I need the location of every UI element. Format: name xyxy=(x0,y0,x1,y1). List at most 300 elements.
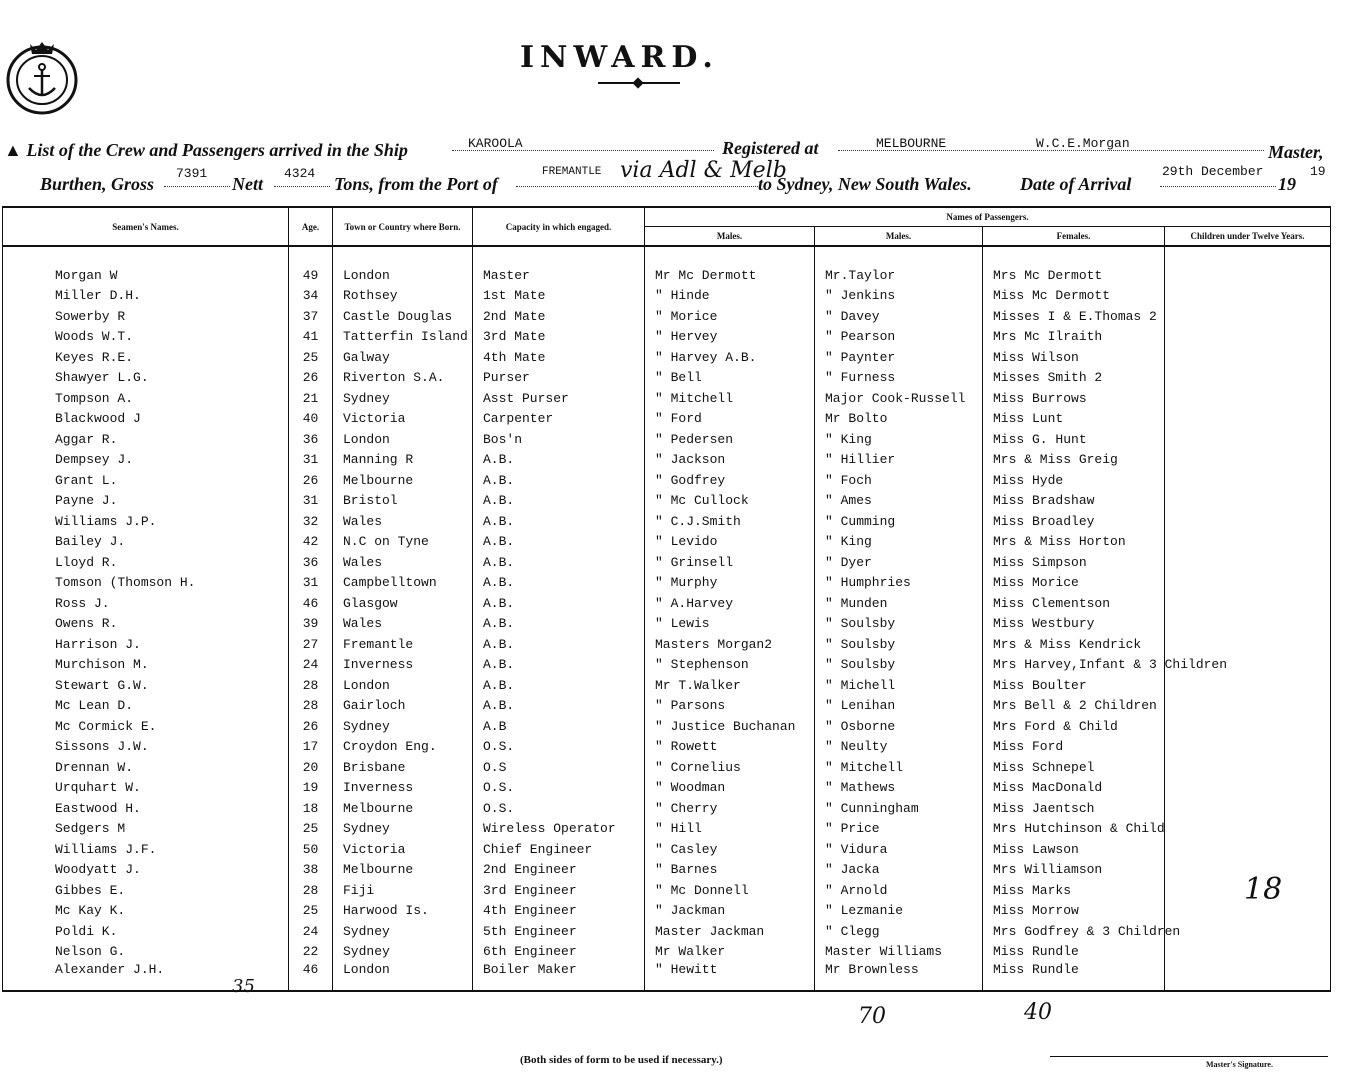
passenger-female: Mrs & Miss Horton xyxy=(983,532,1165,553)
passenger-female: Miss Rundle xyxy=(983,962,1165,991)
passenger-child xyxy=(1165,614,1331,635)
age: 42 xyxy=(289,532,333,553)
passenger-male-2: " Neulty xyxy=(815,737,983,758)
age: 21 xyxy=(289,388,333,409)
seaman-name: Tompson A. xyxy=(3,388,289,409)
passenger-child xyxy=(1165,286,1331,307)
age: 46 xyxy=(289,593,333,614)
passenger-male-1: " Morice xyxy=(645,306,815,327)
passenger-male-2: " Cumming xyxy=(815,511,983,532)
passenger-male-2: " King xyxy=(815,429,983,450)
seaman-name: Drennan W. xyxy=(3,757,289,778)
passenger-female: Miss Marks xyxy=(983,880,1165,901)
table-row xyxy=(3,286,1331,307)
passenger-male-2: " Mitchell xyxy=(815,757,983,778)
age: 17 xyxy=(289,737,333,758)
passenger-child xyxy=(1165,675,1331,696)
table-row xyxy=(3,716,1331,737)
seaman-name: Mc Cormick E. xyxy=(3,716,289,737)
passenger-male-1: " Jackson xyxy=(645,450,815,471)
table-row xyxy=(3,860,1331,881)
passenger-female: Mrs Mc Dermott xyxy=(983,265,1165,286)
passenger-child xyxy=(1165,511,1331,532)
passenger-female: Miss Ford xyxy=(983,737,1165,758)
passenger-child xyxy=(1165,265,1331,286)
col-age: Age. xyxy=(289,207,333,246)
table-row xyxy=(3,593,1331,614)
town-born: Riverton S.A. xyxy=(333,368,473,389)
passenger-male-1: " Mc Donnell xyxy=(645,880,815,901)
town-born: Inverness xyxy=(333,778,473,799)
town-born: Gairloch xyxy=(333,696,473,717)
passenger-male-2: Mr Brownless xyxy=(815,962,983,991)
passenger-male-2: " Davey xyxy=(815,306,983,327)
seaman-name: Shawyer L.G. xyxy=(3,368,289,389)
capacity: Carpenter xyxy=(473,409,645,430)
age: 46 xyxy=(289,962,333,991)
table-row xyxy=(3,265,1331,286)
seaman-name: Dempsey J. xyxy=(3,450,289,471)
capacity: O.S. xyxy=(473,798,645,819)
passenger-male-2: " Clegg xyxy=(815,921,983,942)
capacity: A.B. xyxy=(473,470,645,491)
passenger-male-2: Master Williams xyxy=(815,942,983,963)
passenger-male-1: " Ford xyxy=(645,409,815,430)
passenger-male-2: Mr.Taylor xyxy=(815,265,983,286)
age: 27 xyxy=(289,634,333,655)
passenger-male-2: " Soulsby xyxy=(815,614,983,635)
capacity: 6th Engineer xyxy=(473,942,645,963)
town-born: London xyxy=(333,962,473,991)
passenger-male-1: " A.Harvey xyxy=(645,593,815,614)
capacity: A.B. xyxy=(473,675,645,696)
capacity: A.B. xyxy=(473,655,645,676)
age: 31 xyxy=(289,491,333,512)
town-born: London xyxy=(333,265,473,286)
passenger-child xyxy=(1165,429,1331,450)
passenger-male-2: " Furness xyxy=(815,368,983,389)
age: 41 xyxy=(289,327,333,348)
gross-line xyxy=(164,186,230,187)
town-born: Glasgow xyxy=(333,593,473,614)
passenger-male-2: " Jacka xyxy=(815,860,983,881)
anchor-seal-icon xyxy=(4,40,80,116)
age: 36 xyxy=(289,552,333,573)
table-row xyxy=(3,327,1331,348)
table-row xyxy=(3,901,1331,922)
passenger-child xyxy=(1165,327,1331,348)
col-passengers: Names of Passengers. xyxy=(645,207,1331,227)
table-row xyxy=(3,388,1331,409)
passenger-male-2: " Humphries xyxy=(815,573,983,594)
town-born: Fremantle xyxy=(333,634,473,655)
passenger-male-2: " Osborne xyxy=(815,716,983,737)
col-females: Females. xyxy=(983,227,1165,247)
passenger-male-1: " Cornelius xyxy=(645,757,815,778)
table-row xyxy=(3,819,1331,840)
age: 31 xyxy=(289,450,333,471)
seaman-name: Poldi K. xyxy=(3,921,289,942)
passenger-male-2: " Vidura xyxy=(815,839,983,860)
seaman-name: Urquhart W. xyxy=(3,778,289,799)
capacity: 4th Engineer xyxy=(473,901,645,922)
tons-from-label: Tons, from the Port of xyxy=(334,174,498,194)
table-row xyxy=(3,655,1331,676)
col-males-2: Males. xyxy=(815,227,983,247)
handwritten-total-3: 40 xyxy=(1024,1000,1052,1025)
registered-port: MELBOURNE xyxy=(876,136,947,151)
capacity: Chief Engineer xyxy=(473,839,645,860)
capacity: Purser xyxy=(473,368,645,389)
town-born: Victoria xyxy=(333,409,473,430)
seaman-name: Murchison M. xyxy=(3,655,289,676)
capacity: O.S xyxy=(473,757,645,778)
seaman-name: Mc Lean D. xyxy=(3,696,289,717)
town-born: Inverness xyxy=(333,655,473,676)
table-row xyxy=(3,347,1331,368)
master-name: W.C.E.Morgan xyxy=(1036,136,1130,151)
seaman-name: Williams J.F. xyxy=(3,839,289,860)
list-of-crew-label: ▲ List of the Crew and Passengers arrived in the Ship xyxy=(4,140,408,160)
capacity: O.S. xyxy=(473,737,645,758)
capacity: A.B. xyxy=(473,573,645,594)
table-row xyxy=(3,757,1331,778)
capacity: Wireless Operator xyxy=(473,819,645,840)
capacity: A.B xyxy=(473,716,645,737)
town-born: Wales xyxy=(333,552,473,573)
age: 24 xyxy=(289,921,333,942)
passenger-male-2: " Munden xyxy=(815,593,983,614)
passenger-male-2: " King xyxy=(815,532,983,553)
seaman-name: Aggar R. xyxy=(3,429,289,450)
seaman-name: Payne J. xyxy=(3,491,289,512)
passenger-male-2: " Cunningham xyxy=(815,798,983,819)
handwritten-total-1: 35 xyxy=(232,976,255,997)
age: 39 xyxy=(289,614,333,635)
col-capacity: Capacity in which engaged. xyxy=(473,207,645,246)
passenger-male-2: " Soulsby xyxy=(815,634,983,655)
town-born: Melbourne xyxy=(333,470,473,491)
passenger-male-1: " Mc Cullock xyxy=(645,491,815,512)
passenger-male-1: Mr Mc Dermott xyxy=(645,265,815,286)
nett-tonnage: 4324 xyxy=(284,166,316,181)
passenger-child xyxy=(1165,962,1331,991)
passenger-child xyxy=(1165,696,1331,717)
capacity: O.S. xyxy=(473,778,645,799)
town-born: Wales xyxy=(333,511,473,532)
passenger-female: Misses I & E.Thomas 2 xyxy=(983,306,1165,327)
passenger-female: Miss Lunt xyxy=(983,409,1165,430)
handwritten-count: 18 xyxy=(1244,872,1283,907)
form-title: INWARD. xyxy=(520,40,719,75)
passenger-child xyxy=(1165,532,1331,553)
table-row xyxy=(3,839,1331,860)
age: 18 xyxy=(289,798,333,819)
capacity: A.B. xyxy=(473,450,645,471)
passenger-male-2: " Lezmanie xyxy=(815,901,983,922)
passenger-male-1: " Woodman xyxy=(645,778,815,799)
town-born: N.C on Tyne xyxy=(333,532,473,553)
burthen-label: Burthen, Gross xyxy=(40,174,155,194)
seaman-name: Nelson G. xyxy=(3,942,289,963)
town-born: Harwood Is. xyxy=(333,901,473,922)
seaman-name: Gibbes E. xyxy=(3,880,289,901)
town-born: Rothsey xyxy=(333,286,473,307)
age: 49 xyxy=(289,265,333,286)
passenger-male-2: " Foch xyxy=(815,470,983,491)
town-born: Manning R xyxy=(333,450,473,471)
passenger-female: Miss Burrows xyxy=(983,388,1165,409)
arrival-line xyxy=(1160,186,1276,187)
passenger-child xyxy=(1165,306,1331,327)
col-children: Children under Twelve Years. xyxy=(1165,227,1331,247)
town-born: Castle Douglas xyxy=(333,306,473,327)
town-born: Galway xyxy=(333,347,473,368)
passenger-female: Mrs Mc Ilraith xyxy=(983,327,1165,348)
col-males-1: Males. xyxy=(645,227,815,247)
passenger-male-1: Mr Walker xyxy=(645,942,815,963)
town-born: Fiji xyxy=(333,880,473,901)
port-line xyxy=(516,186,760,187)
passenger-child xyxy=(1165,347,1331,368)
passenger-child xyxy=(1165,491,1331,512)
passenger-female: Mrs Harvey,Infant & 3 Children xyxy=(983,655,1165,676)
handwritten-total-2: 70 xyxy=(858,1004,886,1029)
passenger-child xyxy=(1165,778,1331,799)
passenger-female: Miss Rundle xyxy=(983,942,1165,963)
arrival-date: 29th December xyxy=(1162,164,1264,179)
passenger-male-1: " C.J.Smith xyxy=(645,511,815,532)
table-row xyxy=(3,614,1331,635)
town-born: Campbelltown xyxy=(333,573,473,594)
passenger-child xyxy=(1165,450,1331,471)
passenger-male-1: " Mitchell xyxy=(645,388,815,409)
passenger-male-1: " Barnes xyxy=(645,860,815,881)
table-row xyxy=(3,778,1331,799)
passenger-female: Miss Clementson xyxy=(983,593,1165,614)
passenger-female: Miss Lawson xyxy=(983,839,1165,860)
seaman-name: Sissons J.W. xyxy=(3,737,289,758)
passenger-male-1: " Parsons xyxy=(645,696,815,717)
town-born: Victoria xyxy=(333,839,473,860)
gross-tonnage: 7391 xyxy=(176,166,208,181)
passenger-male-1: " Godfrey xyxy=(645,470,815,491)
town-born: Croydon Eng. xyxy=(333,737,473,758)
passenger-female: Miss Morice xyxy=(983,573,1165,594)
nett-label: Nett xyxy=(232,174,263,194)
table-row xyxy=(3,552,1331,573)
seaman-name: Lloyd R. xyxy=(3,552,289,573)
passenger-male-1: " Grinsell xyxy=(645,552,815,573)
crew-passenger-table xyxy=(2,206,1331,992)
table-row xyxy=(3,798,1331,819)
passenger-female: Miss MacDonald xyxy=(983,778,1165,799)
passenger-female: Mrs Godfrey & 3 Children xyxy=(983,921,1165,942)
passenger-female: Mrs Hutchinson & Child xyxy=(983,819,1165,840)
seaman-name: Keyes R.E. xyxy=(3,347,289,368)
passenger-male-1: " Hinde xyxy=(645,286,815,307)
seaman-name: Harrison J. xyxy=(3,634,289,655)
passenger-male-2: " Lenihan xyxy=(815,696,983,717)
passenger-child xyxy=(1165,634,1331,655)
passenger-male-2: " Dyer xyxy=(815,552,983,573)
passenger-female: Miss Boulter xyxy=(983,675,1165,696)
passenger-male-2: " Jenkins xyxy=(815,286,983,307)
passenger-female: Mrs & Miss Greig xyxy=(983,450,1165,471)
master-label: Master, xyxy=(1268,142,1324,162)
capacity: 2nd Engineer xyxy=(473,860,645,881)
seaman-name: Sedgers M xyxy=(3,819,289,840)
table-row xyxy=(3,470,1331,491)
town-born: Sydney xyxy=(333,388,473,409)
age: 36 xyxy=(289,429,333,450)
town-born: Sydney xyxy=(333,921,473,942)
age: 50 xyxy=(289,839,333,860)
age: 34 xyxy=(289,286,333,307)
capacity: 5th Engineer xyxy=(473,921,645,942)
nett-line xyxy=(274,186,330,187)
age: 32 xyxy=(289,511,333,532)
passenger-child xyxy=(1165,409,1331,430)
passenger-male-1: " Justice Buchanan xyxy=(645,716,815,737)
passenger-female: Misses Smith 2 xyxy=(983,368,1165,389)
table-row xyxy=(3,696,1331,717)
town-born: Melbourne xyxy=(333,860,473,881)
age: 20 xyxy=(289,757,333,778)
passenger-male-1: " Murphy xyxy=(645,573,815,594)
seaman-name: Ross J. xyxy=(3,593,289,614)
table-row xyxy=(3,306,1331,327)
table-row xyxy=(3,368,1331,389)
seaman-name: Stewart G.W. xyxy=(3,675,289,696)
seaman-name: Miller D.H. xyxy=(3,286,289,307)
passenger-female: Mrs & Miss Kendrick xyxy=(983,634,1165,655)
age: 22 xyxy=(289,942,333,963)
seaman-name: Morgan W xyxy=(3,265,289,286)
age: 25 xyxy=(289,347,333,368)
age: 26 xyxy=(289,470,333,491)
passenger-male-1: " Lewis xyxy=(645,614,815,635)
passenger-male-1: " Stephenson xyxy=(645,655,815,676)
table-row xyxy=(3,942,1331,963)
passenger-female: Mrs Ford & Child xyxy=(983,716,1165,737)
passenger-male-1: " Cherry xyxy=(645,798,815,819)
age: 28 xyxy=(289,675,333,696)
passenger-male-2: " Arnold xyxy=(815,880,983,901)
capacity: A.B. xyxy=(473,511,645,532)
passenger-male-1: " Hervey xyxy=(645,327,815,348)
passenger-male-2: " Soulsby xyxy=(815,655,983,676)
capacity: A.B. xyxy=(473,552,645,573)
town-born: Bristol xyxy=(333,491,473,512)
title-ornament xyxy=(598,82,680,84)
arrival-label: Date of Arrival xyxy=(1020,174,1132,194)
seaman-name: Eastwood H. xyxy=(3,798,289,819)
passenger-child xyxy=(1165,819,1331,840)
passenger-child xyxy=(1165,757,1331,778)
seaman-name: Woods W.T. xyxy=(3,327,289,348)
table-row xyxy=(3,880,1331,901)
passenger-male-1: " Casley xyxy=(645,839,815,860)
age: 19 xyxy=(289,778,333,799)
passenger-male-1: Masters Morgan2 xyxy=(645,634,815,655)
age: 31 xyxy=(289,573,333,594)
passenger-male-1: " Hill xyxy=(645,819,815,840)
seaman-name: Grant L. xyxy=(3,470,289,491)
passenger-child xyxy=(1165,368,1331,389)
table-row xyxy=(3,409,1331,430)
capacity: Asst Purser xyxy=(473,388,645,409)
age: 28 xyxy=(289,880,333,901)
town-born: Sydney xyxy=(333,942,473,963)
town-born: Sydney xyxy=(333,819,473,840)
table-row xyxy=(3,532,1331,553)
table-row xyxy=(3,429,1331,450)
capacity: 3rd Engineer xyxy=(473,880,645,901)
footer-note: (Both sides of form to be used if necessary.) xyxy=(520,1054,723,1066)
passenger-male-1: " Bell xyxy=(645,368,815,389)
capacity: 2nd Mate xyxy=(473,306,645,327)
passenger-female: Miss Broadley xyxy=(983,511,1165,532)
passenger-male-2: Mr Bolto xyxy=(815,409,983,430)
passenger-male-2: " Paynter xyxy=(815,347,983,368)
seaman-name: Woodyatt J. xyxy=(3,860,289,881)
seaman-name: Mc Kay K. xyxy=(3,901,289,922)
passenger-male-2: Major Cook-Russell xyxy=(815,388,983,409)
seaman-name: Tomson (Thomson H. xyxy=(3,573,289,594)
passenger-male-1: " Hewitt xyxy=(645,962,815,991)
to-sydney-label: to Sydney, New South Wales. xyxy=(758,174,972,194)
registered-label: Registered at xyxy=(722,138,819,158)
age: 26 xyxy=(289,368,333,389)
passenger-female: Miss Jaentsch xyxy=(983,798,1165,819)
table-body xyxy=(3,246,1331,991)
signature-line xyxy=(1050,1056,1328,1057)
seaman-name: Owens R. xyxy=(3,614,289,635)
table-row xyxy=(3,962,1331,991)
port-from: FREMANTLE xyxy=(542,166,602,178)
town-born: Brisbane xyxy=(333,757,473,778)
capacity: 1st Mate xyxy=(473,286,645,307)
year-prefix: 19 xyxy=(1278,174,1296,194)
passenger-male-2: " Hillier xyxy=(815,450,983,471)
age: 26 xyxy=(289,716,333,737)
town-born: Melbourne xyxy=(333,798,473,819)
seaman-name: Blackwood J xyxy=(3,409,289,430)
table-row xyxy=(3,573,1331,594)
year-suffix: 19 xyxy=(1310,164,1326,179)
table-row xyxy=(3,511,1331,532)
passenger-male-1: " Harvey A.B. xyxy=(645,347,815,368)
seaman-name: Bailey J. xyxy=(3,532,289,553)
passenger-female: Miss Morrow xyxy=(983,901,1165,922)
table-row xyxy=(3,675,1331,696)
passenger-child xyxy=(1165,573,1331,594)
capacity: 3rd Mate xyxy=(473,327,645,348)
seaman-name: Alexander J.H. xyxy=(3,962,289,991)
signature-label: Master's Signature. xyxy=(1206,1060,1273,1069)
col-seaman-names: Seamen's Names. xyxy=(3,207,289,246)
passenger-female: Miss Hyde xyxy=(983,470,1165,491)
table-row xyxy=(3,921,1331,942)
passenger-child xyxy=(1165,552,1331,573)
capacity: A.B. xyxy=(473,532,645,553)
passenger-female: Miss G. Hunt xyxy=(983,429,1165,450)
ship-name: KAROOLA xyxy=(468,136,523,151)
age: 25 xyxy=(289,819,333,840)
age: 40 xyxy=(289,409,333,430)
passenger-male-2: " Mathews xyxy=(815,778,983,799)
